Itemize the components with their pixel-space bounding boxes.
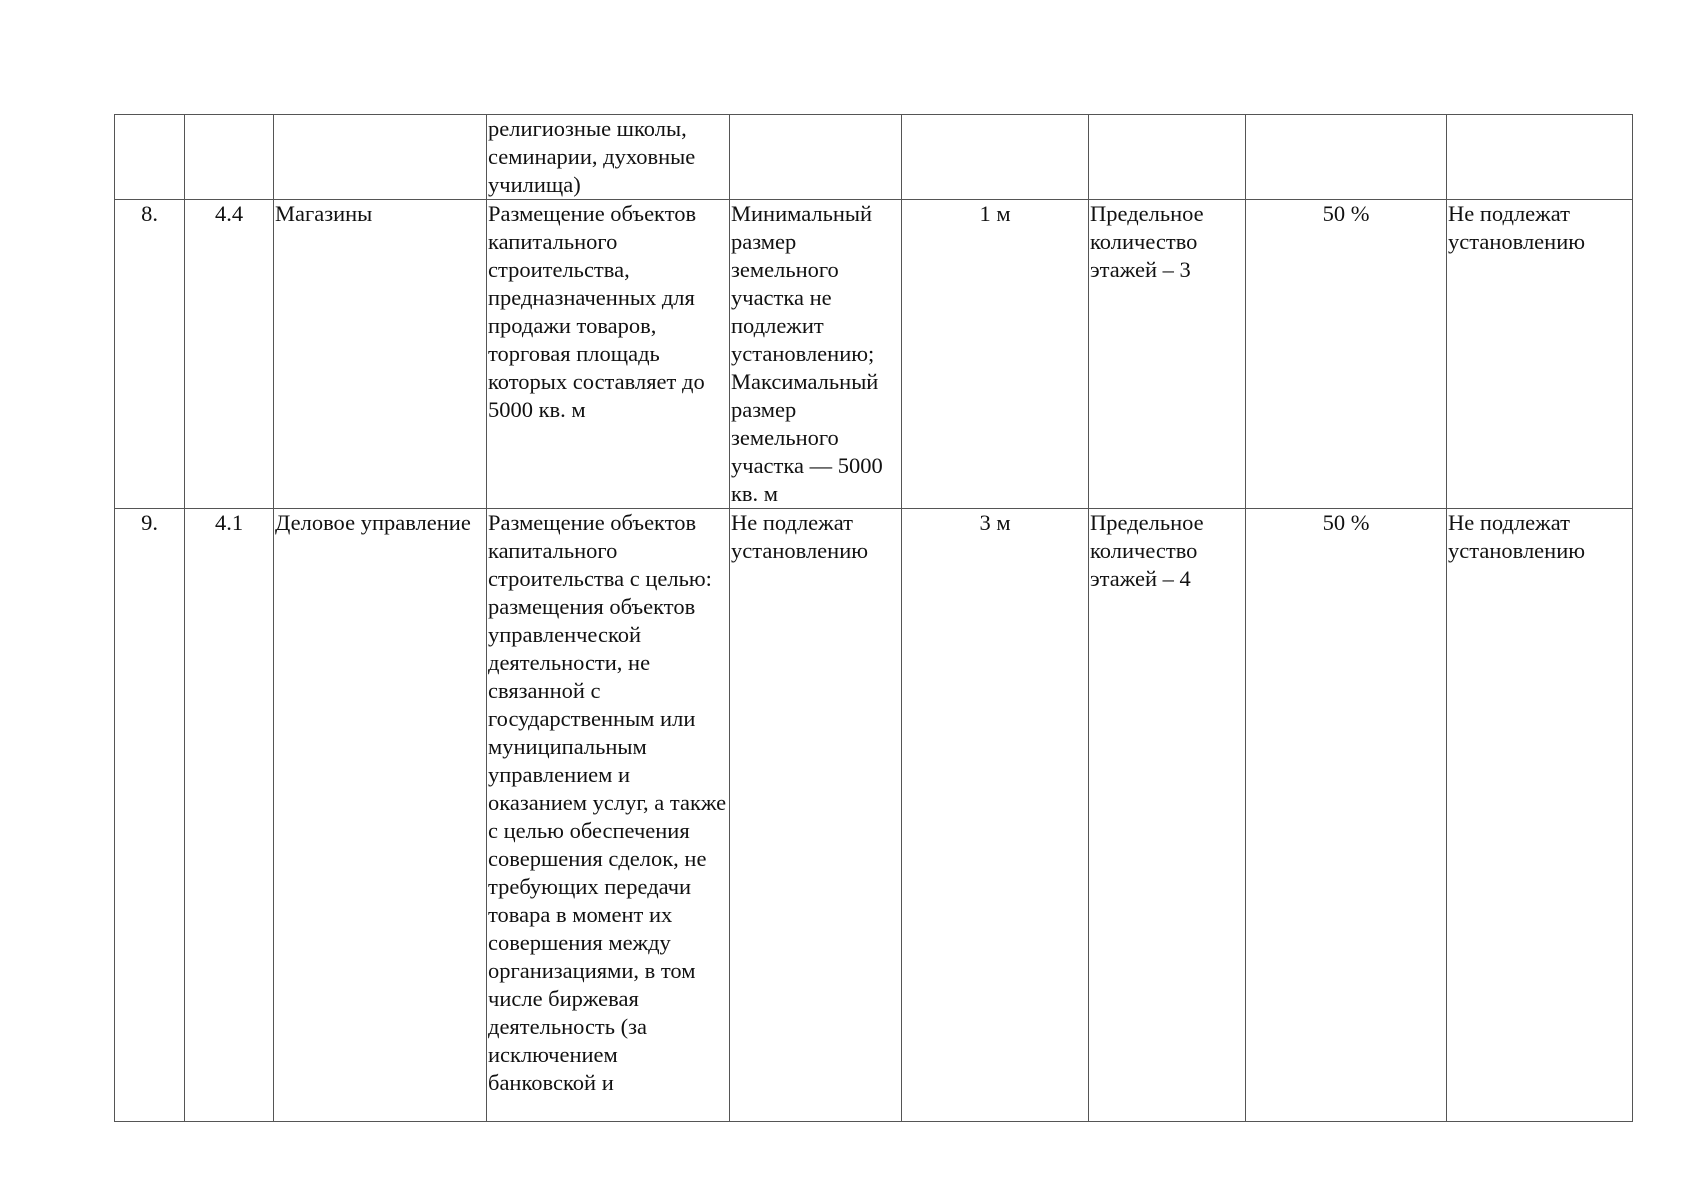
land-use-table — [114, 114, 1633, 1122]
other-params-cell: Не подлежат установлению — [1447, 509, 1633, 1122]
setback-cell — [902, 115, 1089, 200]
use-name-cell — [274, 115, 487, 200]
table-row — [115, 200, 1633, 509]
other-params-cell — [1447, 115, 1633, 200]
description-cell: Размещение объектов капитального строительства с целью: размещения объектов управленческой деятельности, не связанной с государственным или муниципальным управлением и оказанием услуг, а также с целью обеспечения совершения сделок, не требующих передачи товара в момент их совершения между организациями, в том числе биржевая деятельность (за исключением банковской и — [487, 509, 730, 1122]
table-row — [115, 115, 1633, 200]
row-number-cell: 9. — [115, 509, 185, 1122]
setback-cell: 3 м — [902, 509, 1089, 1122]
coverage-cell: 50 % — [1246, 509, 1447, 1122]
use-code-cell — [185, 115, 274, 200]
use-code-cell: 4.4 — [185, 200, 274, 509]
coverage-cell — [1246, 115, 1447, 200]
use-code-cell: 4.1 — [185, 509, 274, 1122]
use-name-cell: Магазины — [274, 200, 487, 509]
floors-cell: Предельное количество этажей – 4 — [1089, 509, 1246, 1122]
setback-cell: 1 м — [902, 200, 1089, 509]
row-number-cell: 8. — [115, 200, 185, 509]
row-number-cell — [115, 115, 185, 200]
plot-size-cell: Минимальный размер земельного участка не подлежит установлению; Максимальный размер земельного участка — 5000 кв. м — [730, 200, 902, 509]
description-cell: Размещение объектов капитального строительства, предназначенных для продажи товаров, торговая площадь которых составляет до 5000 кв. м — [487, 200, 730, 509]
floors-cell: Предельное количество этажей – 3 — [1089, 200, 1246, 509]
plot-size-cell: Не подлежат установлению — [730, 509, 902, 1122]
use-name-cell: Деловое управление — [274, 509, 487, 1122]
coverage-cell: 50 % — [1246, 200, 1447, 509]
description-cell: религиозные школы, семинарии, духовные училища) — [487, 115, 730, 200]
plot-size-cell — [730, 115, 902, 200]
table-row — [115, 509, 1633, 1122]
other-params-cell: Не подлежат установлению — [1447, 200, 1633, 509]
floors-cell — [1089, 115, 1246, 200]
